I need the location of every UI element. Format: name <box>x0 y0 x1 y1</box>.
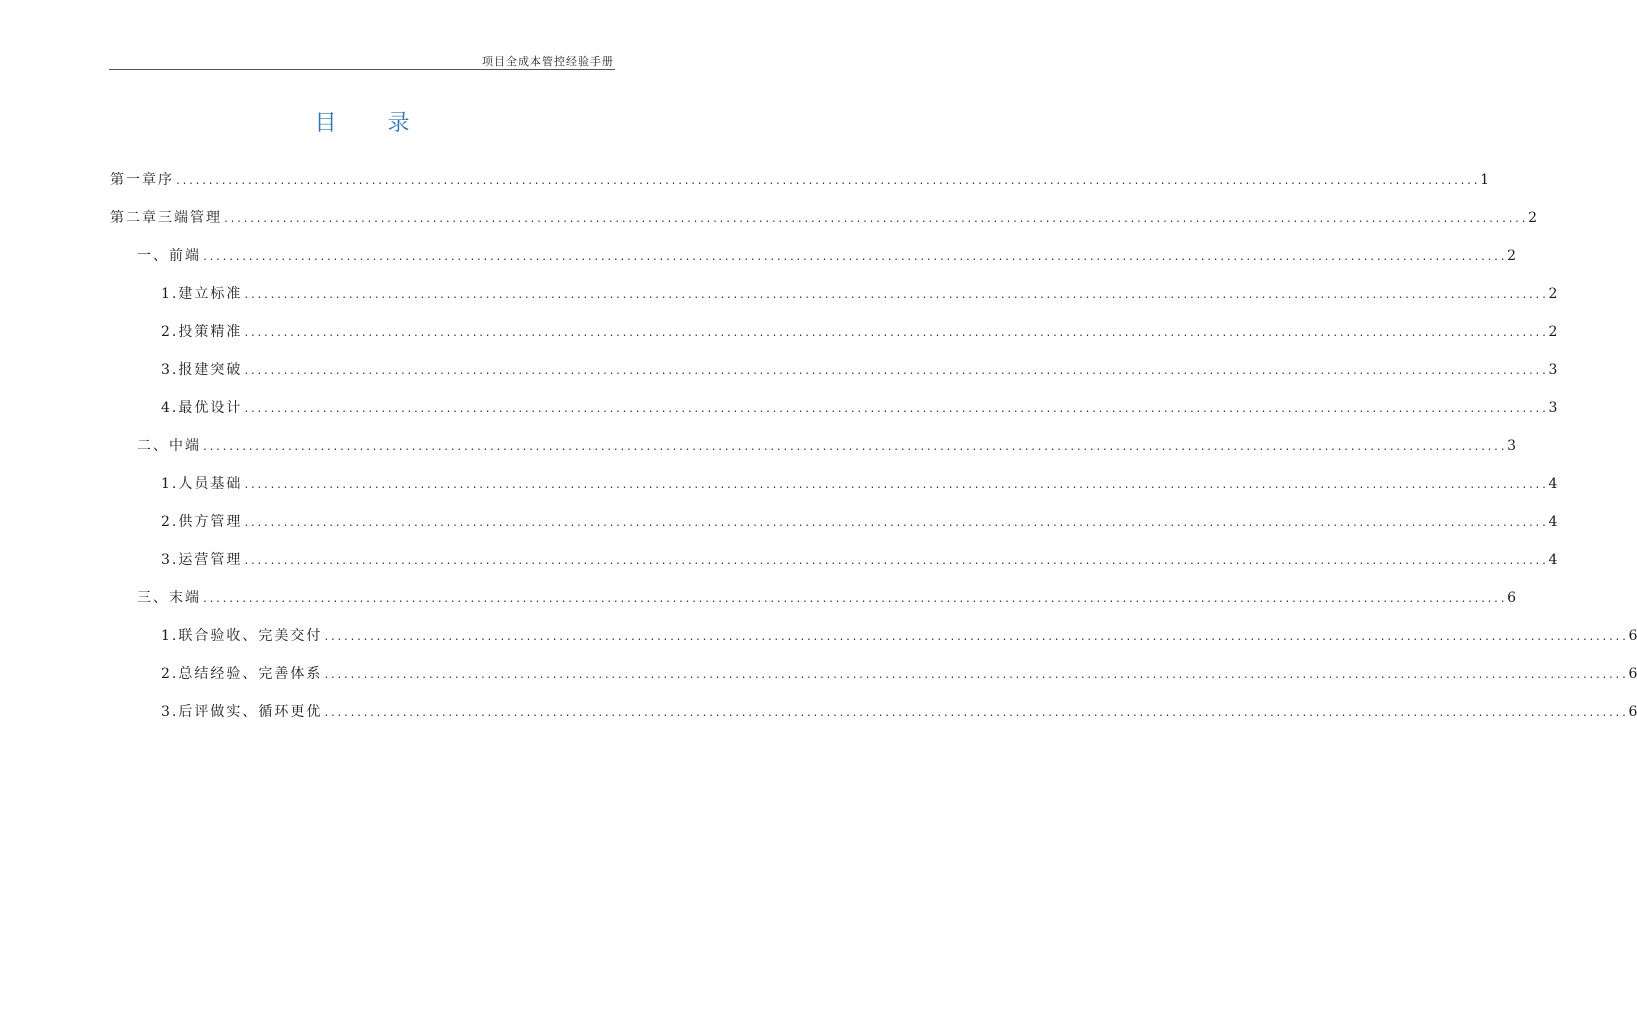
toc-entry-chapter-2[interactable] <box>110 207 1538 229</box>
toc-entry-page: 3 <box>1507 438 1517 454</box>
toc-entry-subsection[interactable] <box>161 701 1637 723</box>
toc-leader-dots: ........................................................................................................................................................................................................ <box>175 176 1480 187</box>
toc-leader-dots: ........................................................................................................................................................................................................ <box>243 290 1548 301</box>
toc-entry-page: 6 <box>1628 704 1637 720</box>
toc-entry-number: 第一章 <box>110 172 158 188</box>
toc-leader-dots: ........................................................................................................................................................................................................ <box>223 214 1528 225</box>
toc-entry-subsection[interactable] <box>161 321 1558 343</box>
toc-entry-number: 2. <box>161 514 179 530</box>
toc-entry-label: 报建突破 <box>178 362 243 378</box>
toc-leader-dots: ........................................................................................................................................................................................................ <box>243 518 1548 529</box>
toc-entry-number: 3. <box>161 552 179 568</box>
toc-entry-subsection[interactable] <box>161 359 1558 381</box>
toc-entry-label: 前端 <box>169 248 201 264</box>
toc-entry-label: 序 <box>158 172 174 188</box>
toc-entry-page: 2 <box>1548 324 1558 340</box>
toc-entry-page: 4 <box>1548 476 1558 492</box>
toc-leader-dots: ........................................................................................................................................................................................................ <box>243 404 1548 415</box>
toc-entry-page: 2 <box>1528 210 1538 226</box>
toc-entry-page: 6 <box>1628 666 1637 682</box>
toc-entry-page: 4 <box>1548 552 1558 568</box>
toc-entry-number: 二、 <box>137 438 169 454</box>
toc-entry-label: 运营管理 <box>178 552 243 568</box>
toc-entry-label: 最优设计 <box>178 400 243 416</box>
toc-leader-dots: ........................................................................................................................................................................................................ <box>202 252 1507 263</box>
toc-leader-dots: ........................................................................................................................................................................................................ <box>202 594 1507 605</box>
toc-entry-number: 2. <box>161 666 179 682</box>
toc-entry-number: 1. <box>161 628 179 644</box>
toc-entry-number: 2. <box>161 324 179 340</box>
running-header-title: 项目全成本管控经验手册 <box>482 55 614 68</box>
toc-entry-number: 4. <box>161 400 179 416</box>
toc-entry-subsection[interactable] <box>161 473 1558 495</box>
toc-entry-number: 第二章 <box>110 210 158 226</box>
toc-entry-page: 3 <box>1548 400 1558 416</box>
toc-leader-dots: ........................................................................................................................................................................................................ <box>323 670 1628 681</box>
toc-entry-label: 人员基础 <box>178 476 243 492</box>
toc-entry-number: 3. <box>161 362 179 378</box>
toc-entry-page: 2 <box>1548 286 1558 302</box>
toc-entry-section[interactable] <box>137 587 1517 609</box>
toc-entry-page: 4 <box>1548 514 1558 530</box>
toc-entry-subsection[interactable] <box>161 549 1558 571</box>
toc-entry-label: 联合验收、完美交付 <box>178 628 323 644</box>
toc-leader-dots: ........................................................................................................................................................................................................ <box>243 328 1548 339</box>
toc-leader-dots: ........................................................................................................................................................................................................ <box>202 442 1507 453</box>
toc-entry-number: 1. <box>161 476 179 492</box>
toc-leader-dots: ........................................................................................................................................................................................................ <box>323 632 1628 643</box>
toc-entry-number: 3. <box>161 704 179 720</box>
toc-entry-chapter-1[interactable] <box>110 169 1490 191</box>
toc-entry-label: 供方管理 <box>178 514 243 530</box>
toc-entry-number: 三、 <box>137 590 169 606</box>
toc-entry-label: 建立标准 <box>178 286 243 302</box>
toc-entry-number: 1. <box>161 286 179 302</box>
toc-entry-page: 6 <box>1507 590 1517 606</box>
toc-entry-subsection[interactable] <box>161 663 1637 685</box>
toc-entry-subsection[interactable] <box>161 511 1558 533</box>
toc-entry-section[interactable] <box>137 245 1517 267</box>
toc-entry-number: 一、 <box>137 248 169 264</box>
toc-entry-label: 投策精准 <box>178 324 243 340</box>
toc-entry-section[interactable] <box>137 435 1517 457</box>
toc-leader-dots: ........................................................................................................................................................................................................ <box>243 366 1548 377</box>
toc-entry-page: 1 <box>1480 172 1490 188</box>
toc-entry-label: 中端 <box>169 438 201 454</box>
toc-entry-label: 后评做实、循环更优 <box>178 704 323 720</box>
toc-entry-subsection[interactable] <box>161 625 1637 647</box>
toc-entry-label: 三端管理 <box>158 210 222 226</box>
toc-entry-page: 2 <box>1507 248 1517 264</box>
toc-entry-label: 末端 <box>169 590 201 606</box>
toc-entry-subsection[interactable] <box>161 397 1558 419</box>
toc-title: 目 录 <box>314 111 432 136</box>
toc-leader-dots: ........................................................................................................................................................................................................ <box>243 556 1548 567</box>
toc-leader-dots: ........................................................................................................................................................................................................ <box>323 708 1628 719</box>
toc-entry-label: 总结经验、完善体系 <box>178 666 323 682</box>
toc-leader-dots: ........................................................................................................................................................................................................ <box>243 480 1548 491</box>
toc-entry-page: 6 <box>1628 628 1637 644</box>
toc-entry-page: 3 <box>1548 362 1558 378</box>
toc-entry-subsection[interactable] <box>161 283 1558 305</box>
